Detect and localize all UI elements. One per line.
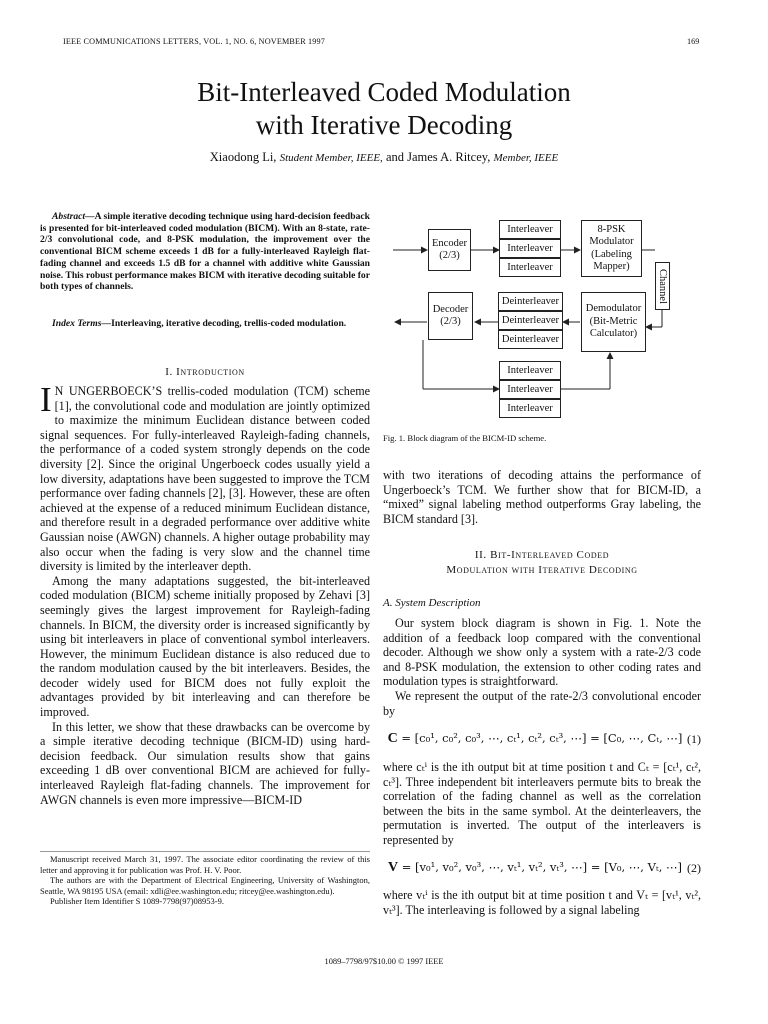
equation-2-number: (2) (687, 860, 701, 875)
modulator-line-3: (Labeling (591, 248, 632, 260)
modulator-block (581, 220, 642, 277)
encoder-rate: (2/3) (439, 250, 460, 261)
demod-line-1: Demodulator (585, 303, 642, 315)
deinterleaver-block-1: Deinterleaver (498, 292, 563, 311)
modulator-line-4: Mapper) (593, 261, 630, 272)
equation-2-lhs: V (387, 860, 399, 875)
footnote-affiliation: The authors are with the Department of Electrical Engineering, University of Washington, Seattle, WA 98195 USA (email: xdli@ee.washington.edu; ritcey@ee.washington.edu). (40, 875, 370, 896)
page-number: 169 (687, 37, 700, 46)
section-2-title-line-1 (383, 548, 701, 563)
interleaver-block-1: Interleaver (499, 220, 561, 239)
equation-2-rhs: = [v₀¹, v₀², v₀³, ⋯, vₜ¹, vₜ², vₜ³, ⋯] = [V₀, ⋯, Vₜ, ⋯] (401, 860, 683, 874)
subsection-a-heading: A. System Description (383, 597, 481, 609)
author-2-role: Member, IEEE (493, 152, 559, 164)
journal-header: IEEE COMMUNICATIONS LETTERS, VOL. 1, NO. 6, NOVEMBER 1997 (63, 37, 325, 46)
system-paragraph-2: We represent the output of the rate-2/3 convolutional encoder by (383, 688, 701, 718)
abstract-label: Abstract— (52, 211, 95, 222)
demodulator-block (581, 292, 646, 352)
decoder-rate: (2/3) (440, 316, 461, 327)
right-column-continuation: with two iterations of decoding attains the performance of Ungerboeck’s TCM. We further show that for BICM-ID, a “mixed” signal labeling method outperforms Gray labeling, the BICM standard [3]. (383, 468, 701, 526)
index-terms-text: Interleaving, iterative decoding, trellis-coded modulation. (111, 318, 347, 329)
section-1-title: Introduction (176, 366, 245, 378)
author-1-role: Student Member, IEEE, (279, 152, 383, 164)
abstract (40, 211, 370, 293)
intro-paragraph-1-text: N UNGERBOECK’S trellis-coded modulation (TCM) scheme [1], the convolutional code and modulation are jointly optimized to maximize the minimum Euclidean distance between coded signal sequences. For fully-interleaved Rayleigh-fading channels, the performance of a coded system strongly depends on the code diversity [2]. Since the original Ungerboeck codes usually yield a low diversity, adaptations have been suggested to improve the TCM performance over fading channels [2], [3]. However, these are often achieved at the expense of a reduced minimum Euclidean distance, and therefore result in a degraded performance over additive white Gaussian noise (AWGN) channels. A higher outage probability may also occur when the fading is very slow and the channel time diversity is limited by the interleaver depth. (40, 384, 370, 574)
section-1-heading (40, 366, 370, 378)
feedback-interleaver-block-2: Interleaver (499, 380, 561, 399)
copyright-footer: 1089–7798/97$10.00 © 1997 IEEE (324, 957, 444, 966)
modulator-line-1: 8-PSK (597, 223, 626, 235)
encoder-label: Encoder (432, 237, 467, 249)
encoder-block (428, 229, 471, 271)
dropcap: I (40, 380, 52, 419)
feedback-interleaver-block-3: Interleaver (499, 399, 561, 418)
decoder-block (428, 292, 473, 340)
demod-line-3: Calculator) (589, 328, 638, 340)
index-terms-label: Index Terms— (52, 318, 112, 329)
intro-paragraph-1 (40, 380, 370, 574)
paper-title (0, 76, 768, 142)
intro-paragraph-2: Among the many adaptations suggested, the bit-interleaved coded modulation (BICM) scheme initially proposed by Zehavi [3] seemingly gives the largest improvement for Rayleigh-fading channels. In BICM, the diversity order is increased significantly by using bit interleavers in place of conventional symbol interleavers. However, the minimum Euclidean distance is also reduced due to the random modulation caused by the bit interleavers. Besides, the decoder widely used for BICM does not fully exploit the advantages provided by bit interleaving and can therefore be improved. (40, 573, 370, 720)
section-2-title-line-2: Modulation with Iterative Decoding (446, 564, 638, 576)
equation-1-body (383, 731, 687, 747)
equation-1-number: (1) (687, 731, 701, 746)
author-1: Xiaodong Li, (209, 150, 277, 164)
section-2-number: II. (474, 549, 487, 561)
equation-2 (383, 860, 701, 876)
title-line-2: with Iterative Decoding (255, 110, 513, 140)
demod-line-2: (Bit-Metric (589, 315, 638, 327)
abstract-text: A simple iterative decoding technique using hard-decision feedback is presented for bit-interleaved coded modulation (BICM). With an 8-state, rate-2/3 convolutional code, and 8-PSK modulation, the improvement over the conventional BICM scheme exceeds 1 dB for a fully-interleaved Rayleigh flat-fading channel and exceeds 1.5 dB for a channel with additive white Gaussian noise. This robust performance makes BICM with iterative decoding suitable for both types of channels. (40, 211, 370, 293)
author-line (0, 150, 768, 165)
interleaver-block-2: Interleaver (499, 239, 561, 258)
system-paragraph-3: where cₜⁱ is the ith output bit at time position t and Cₜ = [cₜ¹, cₜ², cₜ³]. Three independent bit interleavers permute bits to break the correlation of the fading channel as well as the correlation between the bits in the same symbol. At the deinterleavers, the permutation is inverted. The output of the interleavers is represented by (383, 760, 701, 847)
system-paragraph-4: where vₜⁱ is the ith output bit at time position t and Vₜ = [vₜ¹, vₜ², vₜ³]. The interleaving is followed by a signal labeling (383, 888, 701, 917)
system-paragraph-1: Our system block diagram is shown in Fig. 1. Note the addition of a feedback loop compared with the conventional decoder. Although we show only a system with a rate-2/3 code and 8-PSK modulation, the extension to other coding rates and modulation types is straightforward. (383, 616, 701, 689)
section-1-body (40, 380, 370, 807)
index-terms (40, 318, 370, 330)
deinterleaver-block-2: Deinterleaver (498, 311, 563, 330)
system-description-body (383, 616, 701, 718)
figure-1-caption: Fig. 1. Block diagram of the BICM-ID scheme. (383, 433, 547, 443)
section-2-title-part-1: Bit-Interleaved Coded (490, 549, 610, 561)
equation-1-lhs: C (387, 731, 398, 746)
section-1-number: I. (165, 366, 173, 378)
decoder-label: Decoder (432, 303, 469, 315)
equation-2-body (383, 860, 687, 876)
deinterleaver-block-3: Deinterleaver (498, 330, 563, 349)
figure-1-diagram (383, 212, 701, 424)
intro-paragraph-3: In this letter, we show that these drawbacks can be overcome by a simple iterative decoding technique (BICM-ID) using hard-decision feedback. Our simulation results show that gains exceeding 1 dB over conventional BICM are achieved for fully-interleaved Rayleigh flat-fading channels. The improvement for AWGN channels is even more impressive—BICM-ID (40, 719, 370, 807)
author-2: and James A. Ritcey, (385, 150, 491, 164)
modulator-line-2: Modulator (589, 236, 634, 247)
interleaver-block-3: Interleaver (499, 258, 561, 277)
footnote-manuscript: Manuscript received March 31, 1997. The associate editor coordinating the review of this letter and approving it for publication was Prof. H. V. Poor. (40, 854, 370, 875)
equation-1-rhs: = [c₀¹, c₀², c₀³, ⋯, cₜ¹, cₜ², cₜ³, ⋯] = [C₀, ⋯, Cₜ, ⋯] (401, 731, 683, 745)
title-line-1: Bit-Interleaved Coded Modulation (197, 77, 571, 107)
channel-block: Channel (655, 262, 670, 310)
footnote (40, 851, 370, 907)
equation-1 (383, 731, 701, 747)
section-2-heading (383, 548, 701, 578)
feedback-interleaver-block-1: Interleaver (499, 361, 561, 380)
footnote-publisher-id: Publisher Item Identifier S 1089-7798(97)08953-9. (50, 896, 224, 907)
